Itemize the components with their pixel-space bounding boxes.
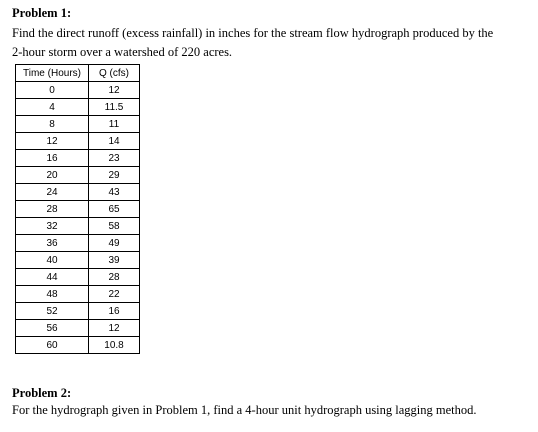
table-body <box>16 82 140 354</box>
table-row <box>16 82 140 99</box>
q-cfs-cell: 58 <box>89 218 140 235</box>
q-cfs-cell: 65 <box>89 201 140 218</box>
time-hours-cell: 12 <box>16 133 89 150</box>
problem-2-title: Problem 2: <box>12 386 72 400</box>
q-cfs-cell: 43 <box>89 184 140 201</box>
problem-2-text-line-1: For the hydrograph given in Problem 1, find a 4-hour unit hydrograph using lagging method. <box>12 403 477 417</box>
table-row <box>16 286 140 303</box>
problem-1-text-line-1: Find the direct runoff (excess rainfall) in inches for the stream flow hydrograph produced by the <box>12 26 494 40</box>
time-hours-cell: 44 <box>16 269 89 286</box>
table-row <box>16 201 140 218</box>
problem-1-text-line-2: 2-hour storm over a watershed of 220 acres. <box>12 45 233 59</box>
q-cfs-cell: 39 <box>89 252 140 269</box>
q-cfs-cell: 12 <box>89 82 140 99</box>
q-cfs-cell: 10.8 <box>89 337 140 354</box>
table-row <box>16 167 140 184</box>
hydrograph-table <box>15 64 140 354</box>
table-row <box>16 133 140 150</box>
q-cfs-cell: 16 <box>89 303 140 320</box>
time-hours-cell: 32 <box>16 218 89 235</box>
q-cfs-cell: 11.5 <box>89 99 140 116</box>
table-row <box>16 99 140 116</box>
q-cfs-cell: 22 <box>89 286 140 303</box>
q-cfs-cell: 12 <box>89 320 140 337</box>
table-row <box>16 303 140 320</box>
q-cfs-cell: 23 <box>89 150 140 167</box>
time-hours-cell: 48 <box>16 286 89 303</box>
table-row <box>16 235 140 252</box>
table-row <box>16 320 140 337</box>
time-hours-cell: 36 <box>16 235 89 252</box>
time-hours-cell: 0 <box>16 82 89 99</box>
time-hours-cell: 56 <box>16 320 89 337</box>
q-cfs-cell: 28 <box>89 269 140 286</box>
q-cfs-cell: 29 <box>89 167 140 184</box>
problem-1-title: Problem 1: <box>12 6 72 20</box>
time-hours-cell: 28 <box>16 201 89 218</box>
table-row <box>16 116 140 133</box>
time-hours-cell: 20 <box>16 167 89 184</box>
time-hours-cell: 52 <box>16 303 89 320</box>
time-hours-cell: 40 <box>16 252 89 269</box>
table-row <box>16 269 140 286</box>
q-cfs-cell: 14 <box>89 133 140 150</box>
table-row <box>16 150 140 167</box>
table-row <box>16 252 140 269</box>
table-header-row <box>16 65 140 82</box>
time-hours-cell: 4 <box>16 99 89 116</box>
table-row <box>16 218 140 235</box>
header-time-hours: Time (Hours) <box>16 65 89 82</box>
time-hours-cell: 60 <box>16 337 89 354</box>
time-hours-cell: 8 <box>16 116 89 133</box>
q-cfs-cell: 49 <box>89 235 140 252</box>
time-hours-cell: 16 <box>16 150 89 167</box>
table-row <box>16 184 140 201</box>
q-cfs-cell: 11 <box>89 116 140 133</box>
header-q-cfs: Q (cfs) <box>89 65 140 82</box>
table-row <box>16 337 140 354</box>
time-hours-cell: 24 <box>16 184 89 201</box>
